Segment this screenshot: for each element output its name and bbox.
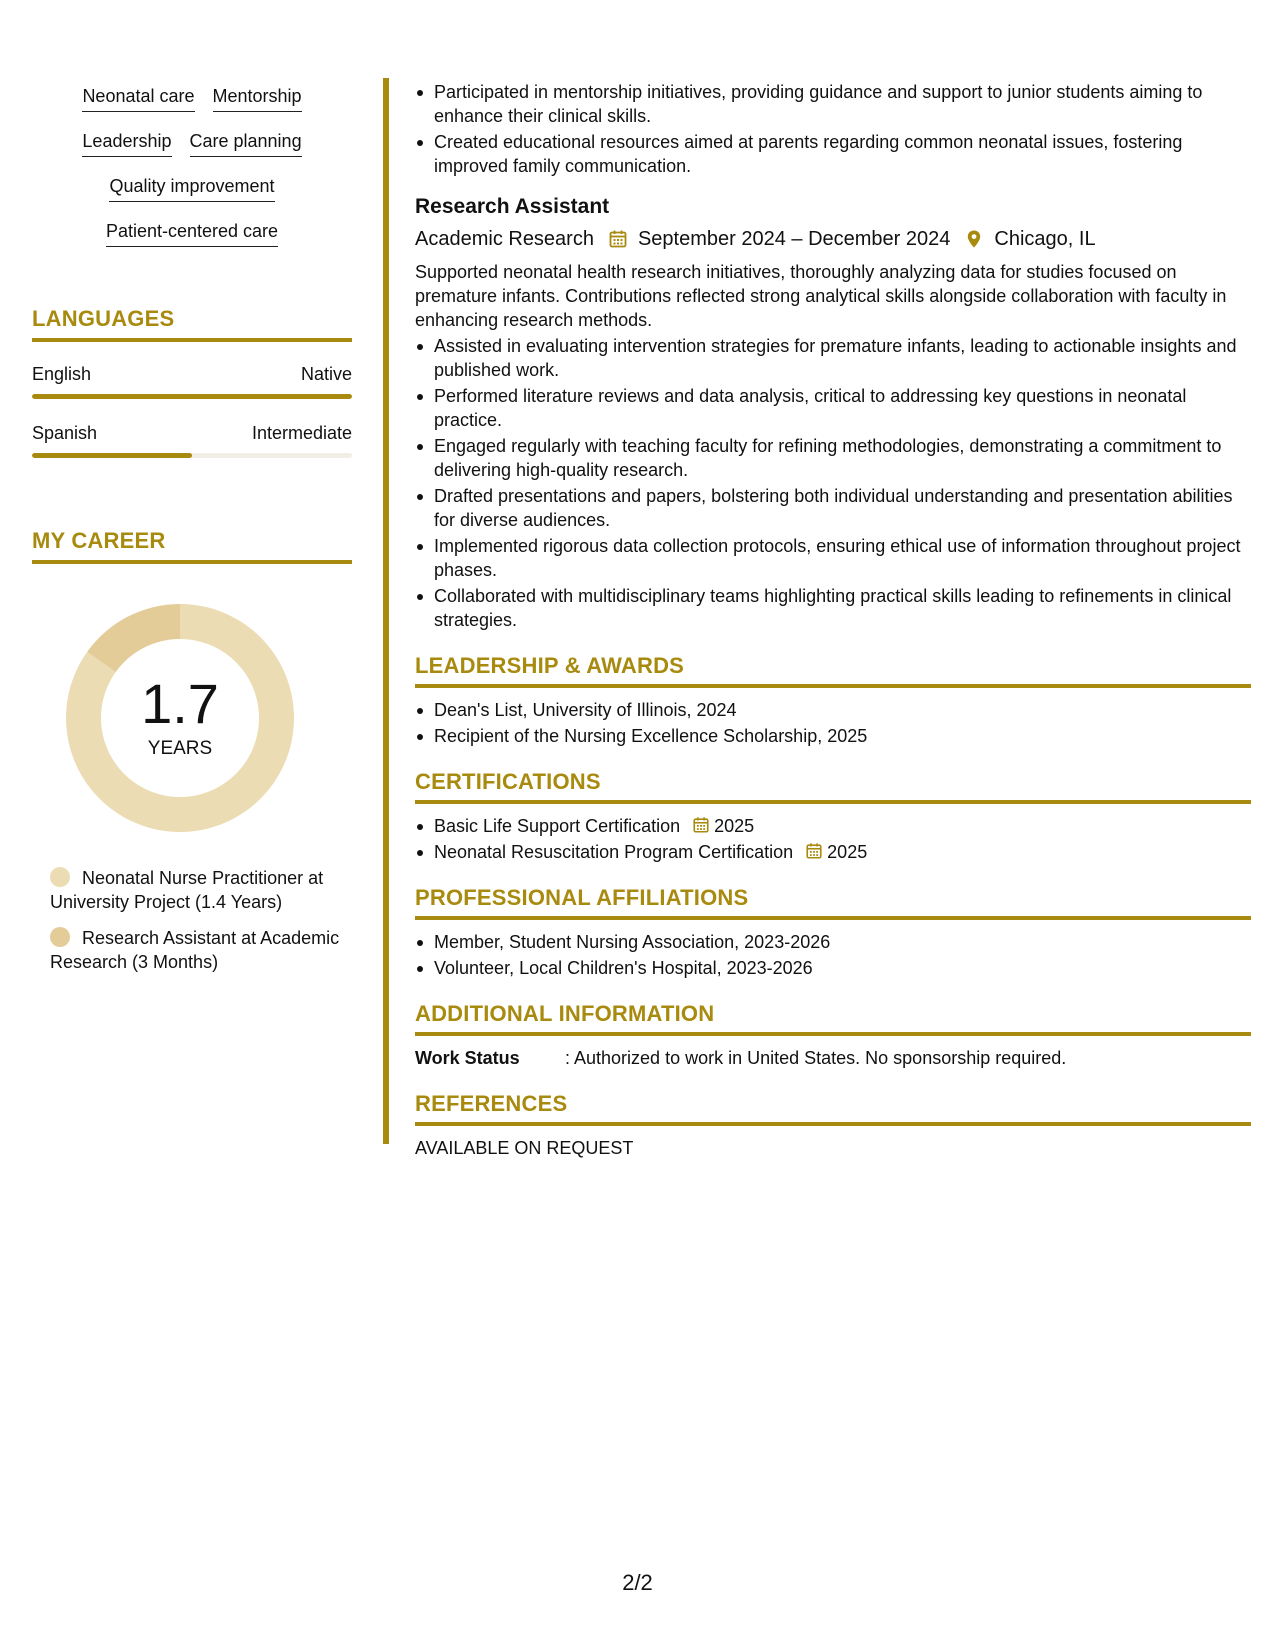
list-item: Member, Student Nursing Association, 2023-2026: [415, 930, 1251, 954]
career-section: [32, 528, 352, 974]
career-total-years: 1.7: [141, 672, 219, 735]
calendar-icon: [692, 816, 710, 834]
experience-continued-bullets: [415, 80, 1251, 178]
work-status-row: [415, 1046, 1251, 1070]
skill-tag: Leadership: [82, 123, 171, 157]
certification-year: 2025: [827, 842, 868, 862]
job-meta: [415, 226, 1251, 252]
legend-dot: [50, 867, 70, 887]
language-level: Native: [300, 364, 352, 384]
awards-heading: LEADERSHIP & AWARDS: [415, 652, 1251, 688]
list-item: Participated in mentorship initiatives, providing guidance and support to junior students aiming to enhance their clinical skills.: [415, 80, 1251, 128]
list-item: Created educational resources aimed at parents regarding common neonatal issues, fostering improved family communication.: [415, 130, 1251, 178]
right-column: [415, 80, 1251, 1160]
career-legend: [50, 866, 352, 974]
list-item: Performed literature reviews and data analysis, critical to addressing key questions in neonatal practice.: [415, 384, 1251, 432]
location-pin-icon: [964, 229, 984, 249]
language-name: Spanish: [32, 423, 98, 443]
additional-info-heading: ADDITIONAL INFORMATION: [415, 1000, 1251, 1036]
list-item: Volunteer, Local Children's Hospital, 2023-2026: [415, 956, 1251, 980]
skills-list: [32, 78, 352, 258]
job-location: Chicago, IL: [994, 228, 1096, 250]
certification-year: 2025: [714, 816, 755, 836]
list-item: [415, 814, 1251, 838]
career-unit: YEARS: [147, 738, 213, 759]
list-item: Drafted presentations and papers, bolstering both individual understanding and presentation abilities for diverse audiences.: [415, 484, 1251, 532]
list-item: Recipient of the Nursing Excellence Scholarship, 2025: [415, 724, 1251, 748]
certification-name: Neonatal Resuscitation Program Certification: [434, 842, 794, 862]
career-donut-chart: [66, 604, 294, 832]
list-item: Implemented rigorous data collection protocols, ensuring ethical use of information throughout project phases.: [415, 534, 1251, 582]
skill-row: [82, 78, 301, 123]
skill-tag: Patient-centered care: [106, 213, 278, 247]
language-item: [32, 364, 352, 399]
languages-heading: LANGUAGES: [32, 306, 352, 342]
references-text: AVAILABLE ON REQUEST: [415, 1138, 634, 1158]
column-divider: [383, 78, 389, 1144]
affiliations-list: [415, 930, 1251, 980]
language-item: [32, 423, 352, 458]
language-level: Intermediate: [251, 423, 352, 443]
work-status-value: : Authorized to work in United States. No sponsorship required.: [565, 1048, 1067, 1068]
job-dates: September 2024 – December 2024: [637, 228, 951, 250]
left-column: [32, 78, 352, 986]
language-name: English: [32, 364, 92, 384]
language-proficiency-bar: [32, 453, 352, 458]
language-proficiency-bar: [32, 394, 352, 399]
job-description: Supported neonatal health research initiatives, thoroughly analyzing data for studies focused on premature infants. Contributions reflected strong analytical skills alongside collaboration with faculty in enhancing research methods.: [415, 262, 1227, 330]
references-heading: REFERENCES: [415, 1090, 1251, 1126]
career-center-label: [66, 604, 294, 832]
job-bullets: [415, 334, 1251, 632]
career-heading: MY CAREER: [32, 528, 352, 564]
work-status-label: Work Status: [415, 1048, 520, 1068]
list-item: Collaborated with multidisciplinary teams highlighting practical skills leading to refinements in clinical strategies.: [415, 584, 1251, 632]
awards-list: [415, 698, 1251, 748]
job-company: Academic Research: [415, 228, 594, 250]
skill-row: [106, 213, 278, 258]
affiliations-heading: PROFESSIONAL AFFILIATIONS: [415, 884, 1251, 920]
calendar-icon: [805, 842, 823, 860]
legend-item: [50, 866, 352, 914]
job-title: Research Assistant: [415, 195, 610, 218]
skill-row: [82, 123, 301, 168]
page-number: 2/2: [622, 1570, 653, 1595]
languages-section: [32, 306, 352, 458]
skill-tag: Care planning: [190, 123, 302, 157]
legend-item: [50, 926, 352, 974]
skill-tag: Mentorship: [213, 78, 302, 112]
language-proficiency-fill: [32, 394, 352, 399]
list-item: Dean's List, University of Illinois, 2024: [415, 698, 1251, 722]
certification-name: Basic Life Support Certification: [434, 816, 681, 836]
calendar-icon: [608, 229, 628, 249]
language-proficiency-fill: [32, 453, 192, 458]
list-item: Assisted in evaluating intervention strategies for premature infants, leading to actionable insights and published work.: [415, 334, 1251, 382]
skill-tag: Neonatal care: [82, 78, 194, 112]
legend-dot: [50, 927, 70, 947]
legend-label: Neonatal Nurse Practitioner at University Project (1.4 Years): [50, 868, 324, 912]
legend-label: Research Assistant at Academic Research (3 Months): [50, 928, 340, 972]
list-item: Engaged regularly with teaching faculty for refining methodologies, demonstrating a commitment to delivering high-quality research.: [415, 434, 1251, 482]
skill-tag: Quality improvement: [109, 168, 274, 202]
skill-row: [109, 168, 274, 213]
list-item: [415, 840, 1251, 864]
certifications-list: [415, 814, 1251, 864]
certifications-heading: CERTIFICATIONS: [415, 768, 1251, 804]
